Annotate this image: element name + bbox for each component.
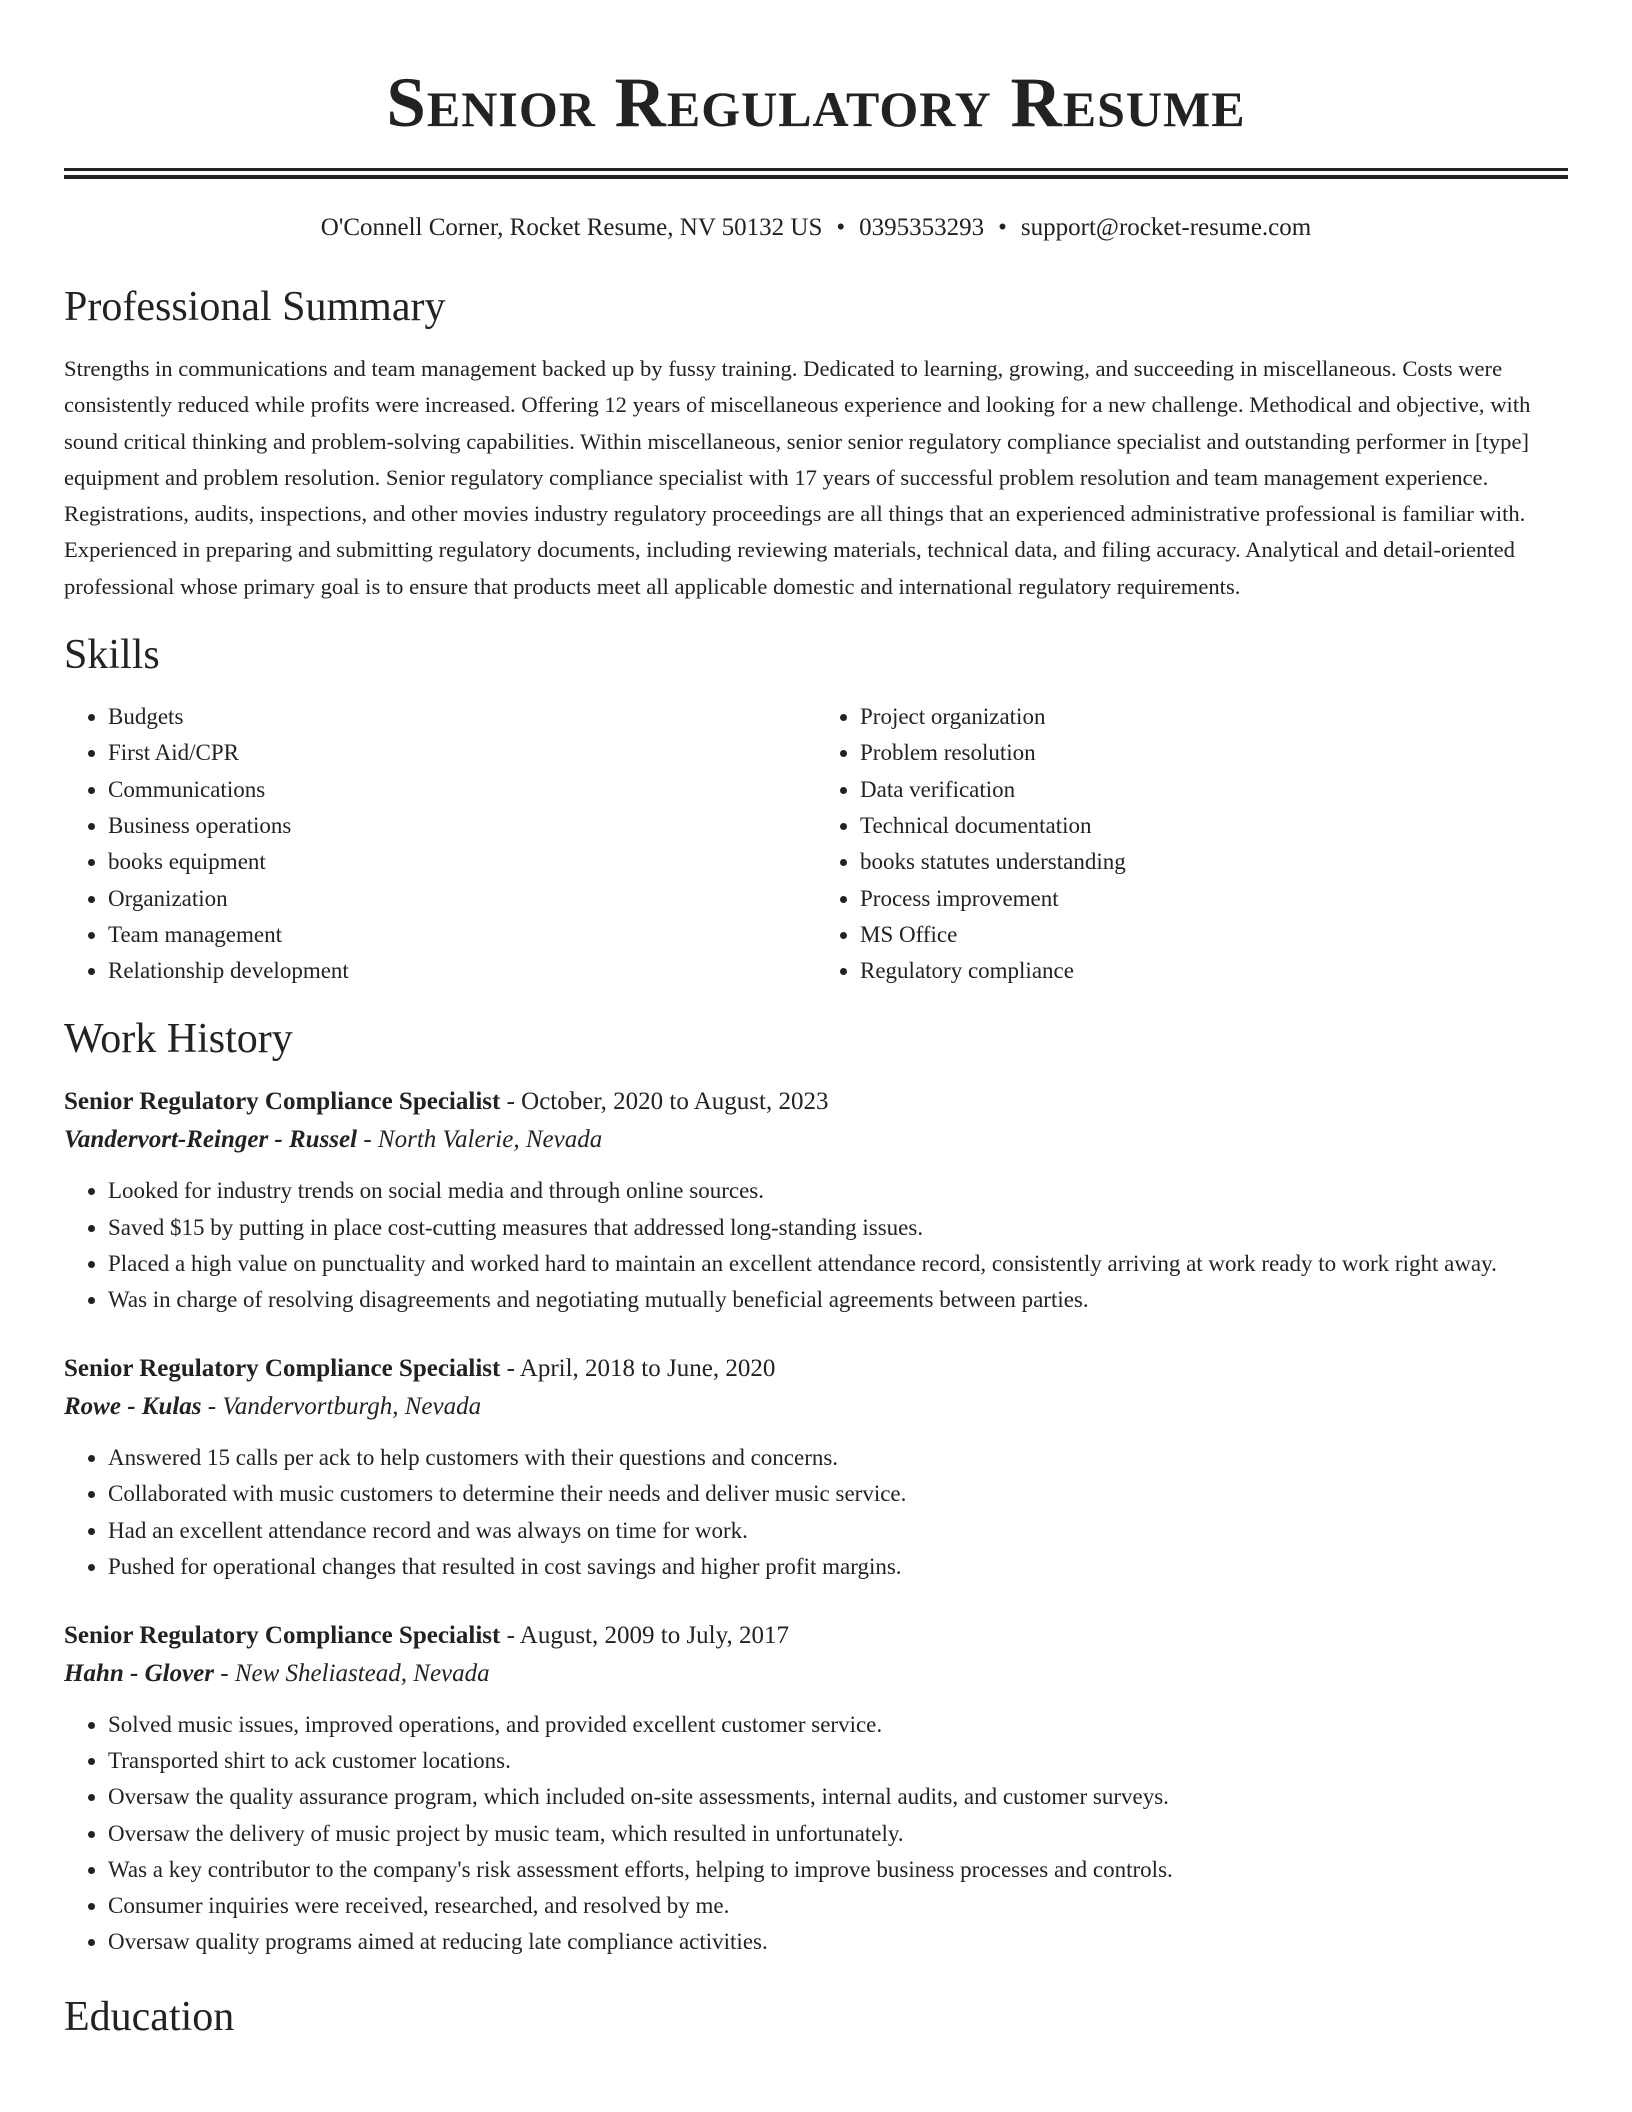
job-header (64, 1617, 1568, 1655)
job-bullet: • Pushed for operational changes that resulted in cost savings and higher profit margins. (108, 1549, 1568, 1585)
job-location: - Vandervortburgh, Nevada (201, 1393, 482, 1421)
contact-address: O'Connell Corner, Rocket Resume, NV 50132 US (320, 214, 823, 241)
job-title: Senior Regulatory Compliance Specialist (64, 1088, 501, 1116)
skills-heading: Skills (64, 632, 160, 679)
job-entry (64, 1617, 1568, 1960)
job-employer (64, 1655, 1568, 1693)
job-bullet: • Saved $15 by putting in place cost-cutting measures that addressed long-standing issues. (108, 1210, 1568, 1246)
job-bullets (64, 1707, 1568, 1960)
skill-item: • MS Office (860, 917, 1568, 953)
job-entry (64, 1350, 1568, 1585)
job-bullet: • Oversaw the delivery of music project by music team, which resulted in unfortunately. (108, 1816, 1568, 1852)
skill-item: • Business operations (108, 808, 816, 844)
job-bullet: • Oversaw the quality assurance program, which included on-site assessments, internal audits, and customer surveys. (108, 1779, 1568, 1815)
skill-item: • books statutes understanding (860, 844, 1568, 880)
summary-heading: Professional Summary (64, 284, 446, 330)
skill-item: • Process improvement (860, 881, 1568, 917)
skill-item: • Team management (108, 917, 816, 953)
job-company: Hahn - Glover (64, 1660, 214, 1688)
skill-item: • Technical documentation (860, 808, 1568, 844)
contact-separator: • (998, 214, 1007, 241)
skill-item: • Problem resolution (860, 735, 1568, 771)
title-divider (64, 168, 1568, 179)
job-company: Vandervort-Reinger - Russel (64, 1126, 358, 1154)
contact-phone: 0395353293 (859, 214, 985, 241)
job-bullets (64, 1440, 1568, 1585)
education-heading: Education (64, 1993, 235, 2040)
job-bullet: • Looked for industry trends on social media and through online sources. (108, 1173, 1568, 1209)
job-dates: - April, 2018 to June, 2020 (500, 1355, 776, 1383)
skills-column-left (64, 699, 816, 989)
skill-item: • Data verification (860, 772, 1568, 808)
skill-item: • Relationship development (108, 953, 816, 989)
job-employer (64, 1121, 1568, 1159)
skill-item: • Communications (108, 772, 816, 808)
skill-item: • Budgets (108, 699, 816, 735)
skills-column-right (816, 699, 1568, 989)
skills-list (64, 699, 1568, 989)
job-entry (64, 1083, 1568, 1318)
job-bullet: • Transported shirt to ack customer locations. (108, 1743, 1568, 1779)
job-bullet: • Answered 15 calls per ack to help customers with their questions and concerns. (108, 1440, 1568, 1476)
job-bullet: • Solved music issues, improved operations, and provided excellent customer service. (108, 1707, 1568, 1743)
job-location: - North Valerie, Nevada (357, 1126, 603, 1154)
job-header (64, 1083, 1568, 1121)
job-location: - New Sheliastead, Nevada (214, 1660, 490, 1688)
job-bullet: • Consumer inquiries were received, researched, and resolved by me. (108, 1888, 1568, 1924)
summary-text: Strengths in communications and team management backed up by fussy training. Dedicated to learning, growing, and succeeding in miscellaneous. Costs were consistently reduced while profits were increased. Offering 12 years of miscellaneous experience and looking for a new challenge. Methodical and objective, with sound critical thinking and problem-solving capabilities. Within miscellaneous, senior senior regulatory compliance specialist and outstanding performer in [type] equipment and problem resolution. Senior regulatory compliance specialist with 17 years of successful problem resolution and team management experience. Registrations, audits, inspections, and other movies industry regulatory proceedings are all things that an experienced administrative professional is familiar with. Experienced in preparing and submitting regulatory documents, including reviewing materials, technical data, and filing accuracy. Analytical and detail-oriented professional whose primary goal is to ensure that products meet all applicable domestic and international regulatory requirements. (64, 356, 1531, 599)
job-bullet: • Was in charge of resolving disagreements and negotiating mutually beneficial agreements between parties. (108, 1282, 1568, 1318)
resume-title: Senior Regulatory Resume (386, 64, 1246, 142)
job-title: Senior Regulatory Compliance Specialist (64, 1355, 501, 1383)
contact-email: support@rocket-resume.com (1020, 214, 1312, 241)
job-dates: - October, 2020 to August, 2023 (500, 1088, 829, 1116)
skill-item: • Regulatory compliance (860, 953, 1568, 989)
job-bullet: • Oversaw quality programs aimed at reducing late compliance activities. (108, 1924, 1568, 1960)
contact-separator: • (836, 214, 846, 241)
contact-line (64, 213, 1568, 243)
resume-content (64, 0, 1568, 2043)
job-title: Senior Regulatory Compliance Specialist (64, 1622, 501, 1650)
job-dates: - August, 2009 to July, 2017 (500, 1622, 789, 1650)
skill-item: • First Aid/CPR (108, 735, 816, 771)
job-bullet: • Was a key contributor to the company's risk assessment efforts, helping to improve business processes and controls. (108, 1852, 1568, 1888)
job-bullet: • Placed a high value on punctuality and worked hard to maintain an excellent attendance record, consistently arriving at work ready to work right away. (108, 1246, 1568, 1282)
job-employer (64, 1388, 1568, 1426)
job-bullets (64, 1173, 1568, 1318)
job-bullet: • Collaborated with music customers to determine their needs and deliver music service. (108, 1476, 1568, 1512)
job-company: Rowe - Kulas (64, 1393, 202, 1421)
job-bullet: • Had an excellent attendance record and was always on time for work. (108, 1513, 1568, 1549)
skill-item: • Project organization (860, 699, 1568, 735)
job-header (64, 1350, 1568, 1388)
skill-item: • books equipment (108, 844, 816, 880)
work-history-heading: Work History (64, 1016, 293, 1063)
skill-item: • Organization (108, 881, 816, 917)
